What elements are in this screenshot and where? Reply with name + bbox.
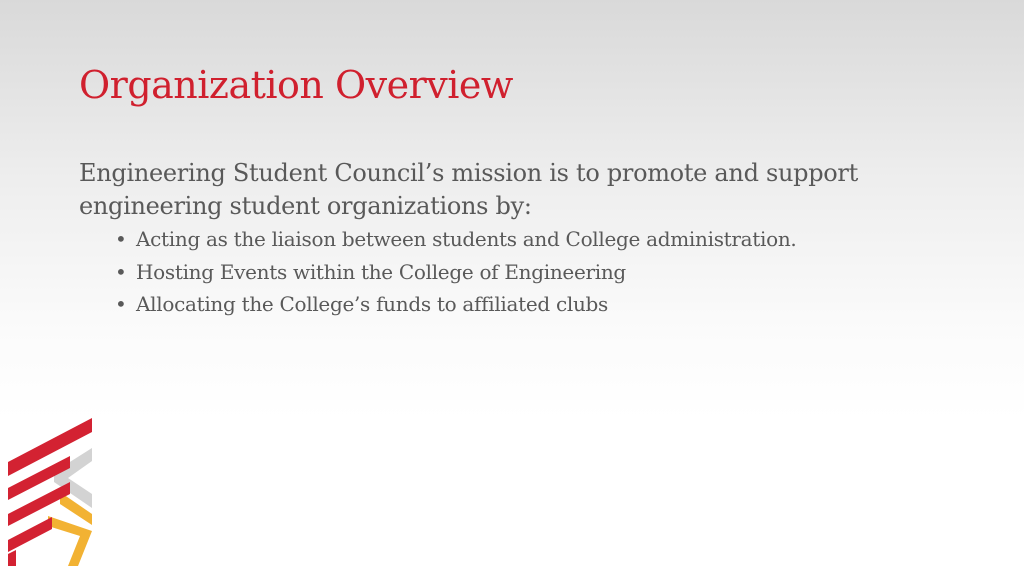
bullet-list <box>79 223 979 321</box>
bullet-icon: • <box>115 259 127 284</box>
list-item <box>115 223 979 256</box>
logo-red-stripe <box>8 550 16 566</box>
bullet-icon: • <box>115 227 127 251</box>
slide-body <box>79 157 979 321</box>
bullet-text: Allocating the College’s funds to affiliated clubs <box>136 292 609 316</box>
logo-gold-stripe <box>48 516 92 566</box>
bullet-text: Hosting Events within the College of Engineering <box>136 259 626 284</box>
bullet-text: Acting as the liaison between students and College administration. <box>136 227 797 251</box>
bullet-icon: • <box>115 292 127 316</box>
list-item <box>115 288 979 321</box>
college-logo-icon <box>8 418 94 566</box>
list-item <box>115 256 979 289</box>
slide-title: Organization Overview <box>79 63 513 107</box>
mission-statement: Engineering Student Council’s mission is to promote and support engineering student organizations by: <box>79 159 858 220</box>
